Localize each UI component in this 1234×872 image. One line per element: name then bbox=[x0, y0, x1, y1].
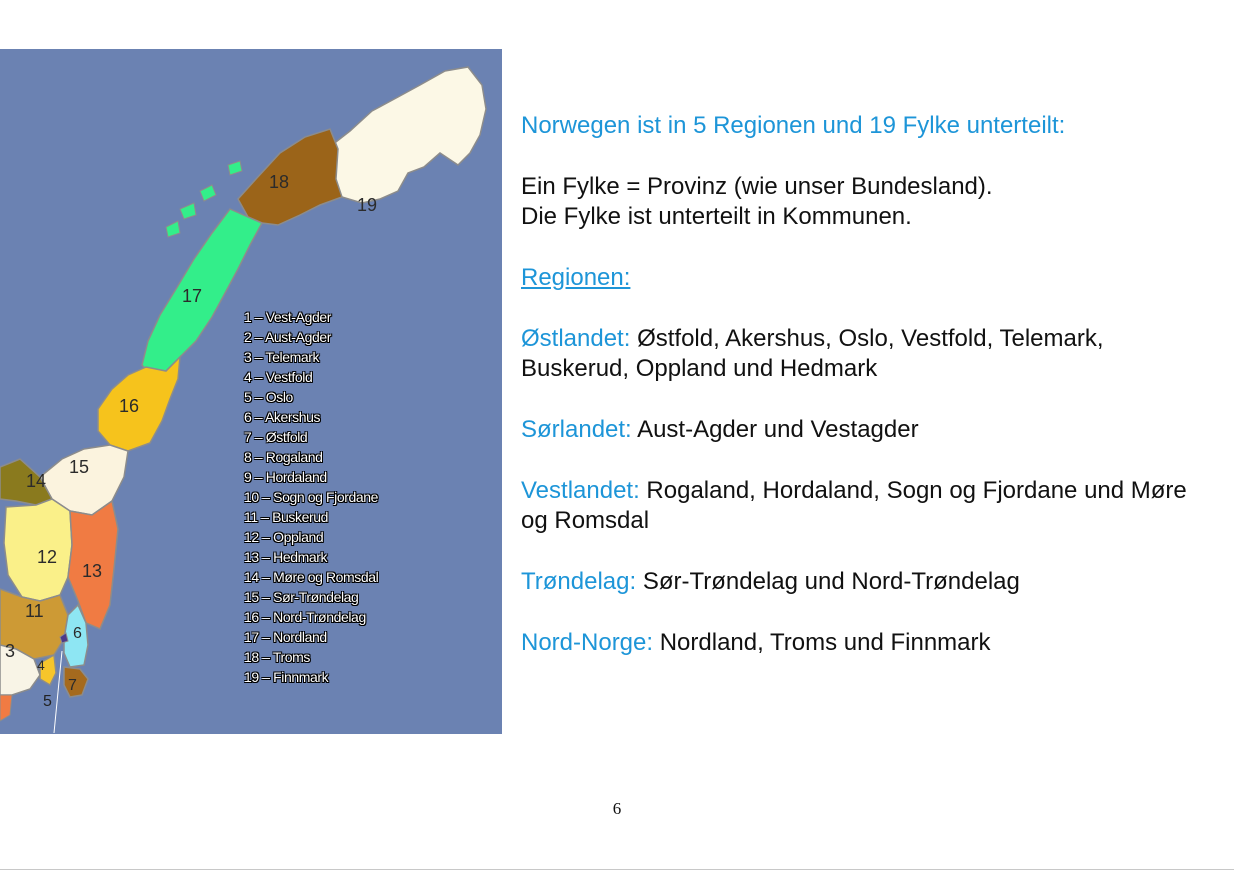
region-name: Østlandet: bbox=[521, 325, 631, 352]
legend-item: 11 – Buskerud bbox=[244, 509, 329, 525]
region-number: 12 bbox=[37, 547, 58, 567]
legend-item: 18 – Troms bbox=[244, 649, 311, 665]
legend-item: 16 – Nord-Trøndelag bbox=[244, 609, 366, 625]
legend-item: 6 – Akershus bbox=[244, 409, 321, 425]
region-number: 17 bbox=[182, 286, 203, 306]
legend-item: 19 – Finnmark bbox=[244, 669, 329, 685]
region-paragraph bbox=[521, 476, 1201, 536]
region-number: 11 bbox=[25, 601, 44, 621]
region-name: Vestlandet: bbox=[521, 477, 640, 504]
legend-item: 15 – Sør-Trøndelag bbox=[244, 589, 359, 605]
norway-map bbox=[0, 49, 502, 734]
legend-item: 2 – Aust-Agder bbox=[244, 329, 332, 345]
region-troms bbox=[238, 129, 342, 225]
region-number: 15 bbox=[69, 457, 90, 477]
island bbox=[228, 161, 242, 175]
region-number: 16 bbox=[119, 396, 140, 416]
island bbox=[200, 185, 216, 201]
region-fylke-list: Rogaland, Hordaland, Sogn og Fjordane und Møre og Romsdal bbox=[521, 477, 1187, 534]
region-name: Sørlandet: bbox=[521, 416, 632, 443]
legend-item: 12 – Oppland bbox=[244, 529, 324, 545]
content-text bbox=[521, 111, 1201, 658]
legend-item: 9 – Hordaland bbox=[244, 469, 327, 485]
legend-item: 4 – Vestfold bbox=[244, 369, 313, 385]
legend-item: 8 – Rogaland bbox=[244, 449, 323, 465]
map-legend bbox=[244, 307, 378, 687]
island bbox=[166, 221, 180, 237]
region-aust-agder bbox=[0, 695, 12, 721]
region-fylke-list: Aust-Agder und Vestagder bbox=[631, 416, 919, 443]
page-bottom-rule bbox=[0, 869, 1234, 870]
region-number: 14 bbox=[26, 471, 47, 491]
regions-link[interactable]: Regionen: bbox=[521, 264, 631, 291]
region-paragraph bbox=[521, 567, 1201, 597]
definition-line: Ein Fylke = Provinz (wie unser Bundesland). bbox=[521, 173, 993, 200]
region-paragraph bbox=[521, 415, 1201, 445]
region-fylke-list: Sør-Trøndelag und Nord-Trøndelag bbox=[636, 568, 1020, 595]
region-paragraph bbox=[521, 324, 1201, 384]
region-number: 4 bbox=[37, 657, 45, 673]
region-paragraph bbox=[521, 628, 1201, 658]
region-number: 18 bbox=[269, 172, 290, 192]
legend-item: 7 – Østfold bbox=[244, 429, 308, 445]
legend-item: 1 – Vest-Agder bbox=[244, 309, 332, 325]
region-number: 5 bbox=[43, 693, 52, 710]
legend-item: 13 – Hedmark bbox=[244, 549, 328, 565]
legend-item: 3 – Telemark bbox=[244, 349, 320, 365]
legend-item: 10 – Sogn og Fjordane bbox=[244, 489, 379, 505]
region-number: 6 bbox=[73, 625, 82, 642]
region-number: 19 bbox=[357, 195, 378, 215]
legend-item: 14 – Møre og Romsdal bbox=[244, 569, 379, 585]
region-fylke-list: Østfold, Akershus, Oslo, Vestfold, Telemark, Buskerud, Oppland und Hedmark bbox=[521, 325, 1104, 382]
legend-item: 5 – Oslo bbox=[244, 389, 293, 405]
page-number: 6 bbox=[612, 799, 622, 818]
island bbox=[180, 203, 196, 219]
region-number: 3 bbox=[5, 641, 16, 661]
region-finnmark bbox=[330, 67, 486, 203]
region-name: Nord-Norge: bbox=[521, 629, 654, 656]
region-number: 13 bbox=[82, 561, 103, 581]
definition-line: Die Fylke ist unterteilt in Kommunen. bbox=[521, 203, 912, 230]
intro-heading: Norwegen ist in 5 Regionen und 19 Fylke unterteilt: bbox=[521, 112, 1066, 139]
legend-item: 17 – Nordland bbox=[244, 629, 327, 645]
region-number: 7 bbox=[68, 677, 77, 694]
region-fylke-list: Nordland, Troms und Finnmark bbox=[653, 629, 991, 656]
region-name: Trøndelag: bbox=[521, 568, 637, 595]
